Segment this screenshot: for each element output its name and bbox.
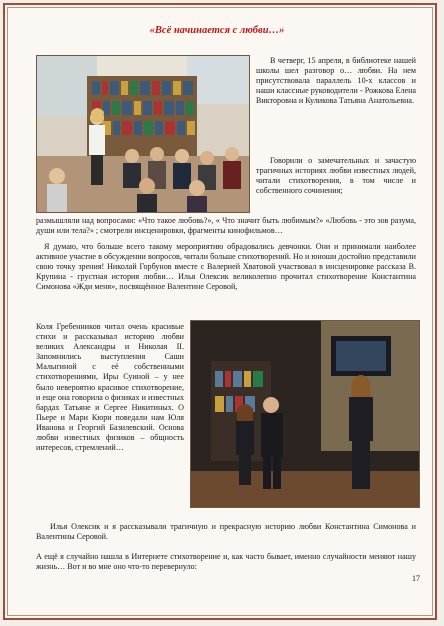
- presentation-photo-illustration: [191, 321, 419, 507]
- paragraph-poem-intro: А ещё я случайно нашла в Интернете стихотворение и, как часто бывает, именно случайности меняют нашу жизнь… Вот и во мне оно что-то перевернуло:: [36, 552, 416, 572]
- paragraph-performances: Коля Гребенников читал очень красивые стихи и рассказывал историю любви великих Александры и Николая II. Запомнились выступления Саши Малыгиной с её собственными стихотворениями, Иры Суиной – у нее было невероятно красивое стихотворение, и еще она говорила о физиках и известных бардах Татьяне и Сергее Никитиных. О Пьере и Мари Кюри поведали нам Юля Иванова и Георгий Базилевский. Основа любви известных физиков – общность интересов, стремлений…: [36, 322, 184, 453]
- photo-students-presenting: [190, 320, 420, 508]
- paragraph-discussion: Говорили о замечательных и зачастую трагичных историях любви известных людей, читали стихотворения, в том числе и собственного сочинения;: [256, 156, 416, 196]
- paragraph-story: Илья Олексик и я рассказывали трагичную и прекрасную историю любви Константина Симонова и Валентины Серовой.: [36, 522, 416, 542]
- page-number: 17: [412, 574, 420, 583]
- paragraph-discussion-continued: размышляли над вопросами: «Что такое любовь?», « Что значит быть любимым?» «Любовь - это зов разума, души или тела?» ; смотрели инсценировки, фрагменты кинофильмов…: [36, 216, 416, 236]
- photo-library-meeting: [36, 55, 250, 213]
- paragraph-intro: В четверг, 15 апреля, в библиотеке нашей школы шел разговор о… любви. На нем присутствовала параллель 10-х классов и наши классные руководители - Рожкова Елена Викторовна и Куликова Татьяна Анатольевна.: [256, 56, 416, 106]
- paragraph-participants: Я думаю, что больше всего такому мероприятию обрадовались девчонки. Они и принимали наиболее активное участие в обсуждении вопросов, читали больше стихотворений. Но и юноши достойно представили свою точку зрения! Николай Горбунов вместе с Валерией Хватовой участвовал в инсценировке рассказа В. Крупина - грустная история любви… Илья Олексик великолепно прочитал стихотворение Константина Симонова «Жди меня», посвящённое Валентине Серовой,: [36, 242, 416, 292]
- library-photo-illustration: [37, 56, 249, 212]
- article-title: «Всё начинается с любви…»: [149, 25, 285, 36]
